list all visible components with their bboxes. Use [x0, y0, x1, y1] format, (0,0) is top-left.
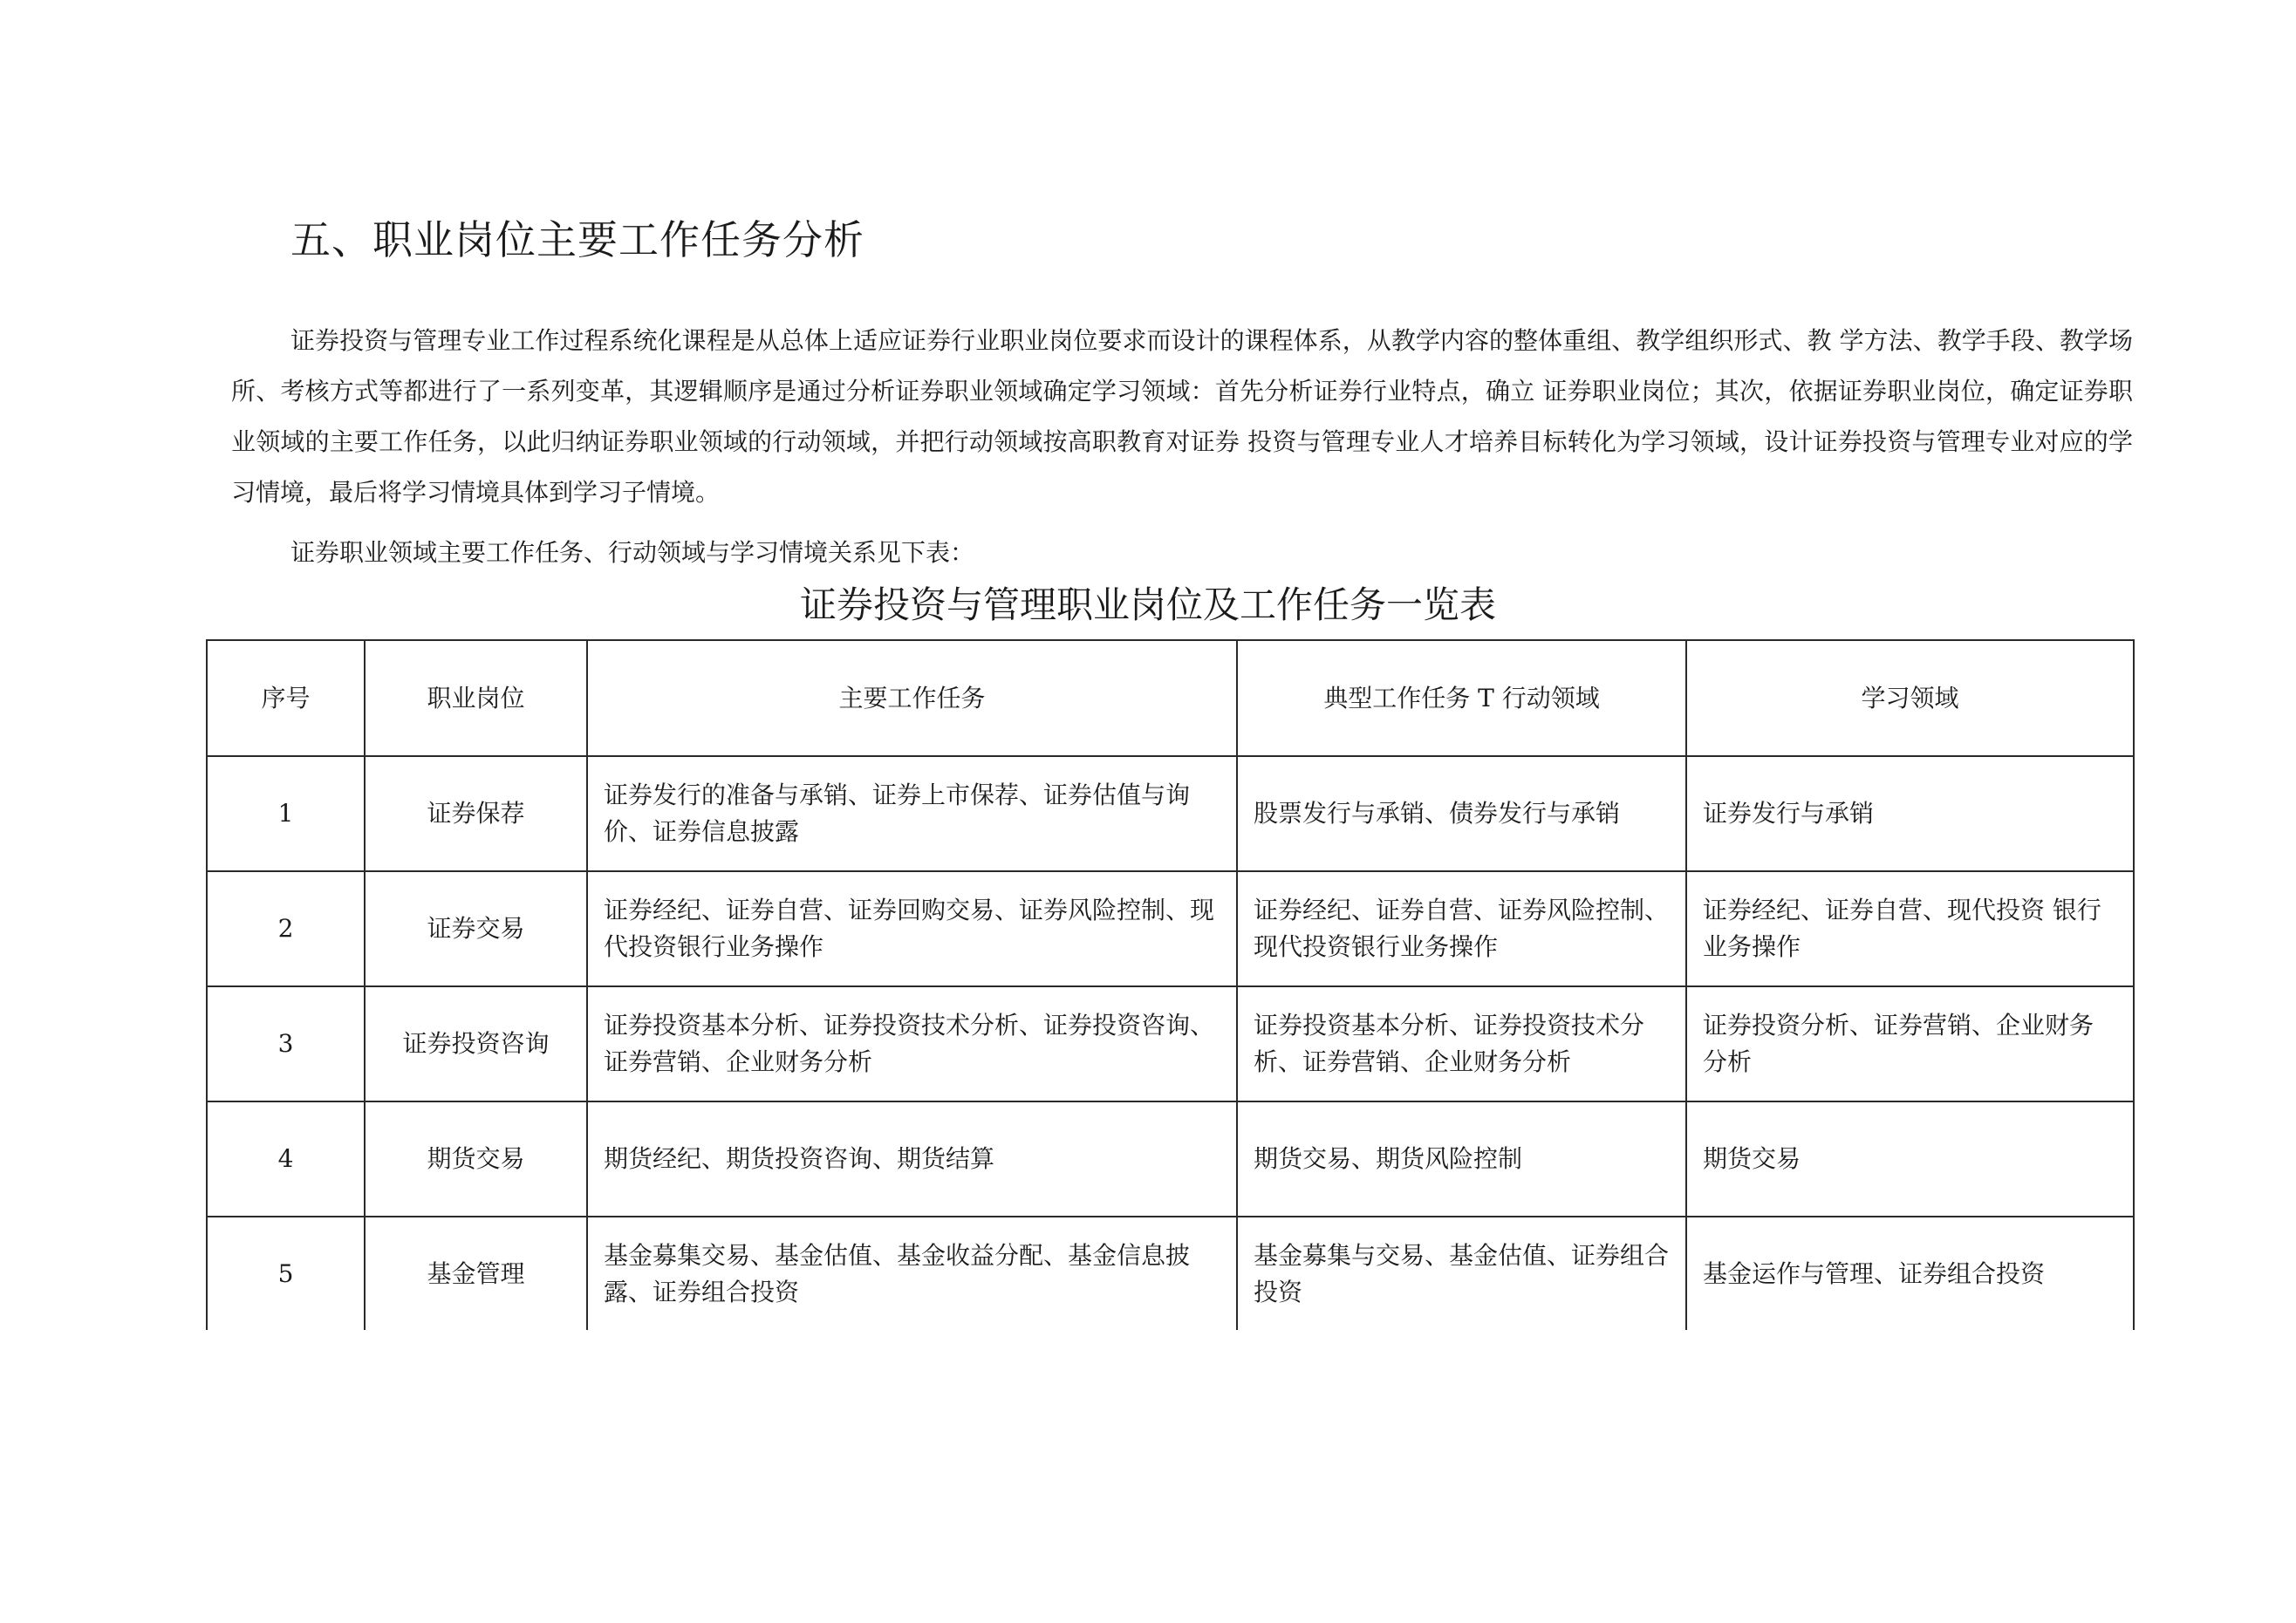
table-row: [207, 1101, 2134, 1217]
section-heading: 五、职业岗位主要工作任务分析: [290, 216, 864, 263]
header-cell-action-domain: 典型工作任务 T 行动领域: [1237, 640, 1686, 756]
table-row: [207, 756, 2134, 871]
row-main-tasks-cell: 证券经纪、证券自营、证券回购交易、证券风险控制、现代投资银行业务操作: [587, 871, 1237, 986]
row-learning-domain-cell: 基金运作与管理、证券组合投资: [1686, 1217, 2134, 1330]
header-cell-index: 序号: [207, 640, 365, 756]
row-action-domain-cell: 证券投资基本分析、证券投资技术分析、证券营销、企业财务分析: [1237, 986, 1686, 1101]
row-main-tasks-cell: 证券投资基本分析、证券投资技术分析、证券投资咨询、证券营销、企业财务分析: [587, 986, 1237, 1101]
row-position-cell: 期货交易: [365, 1101, 587, 1217]
row-action-domain-cell: 股票发行与承销、债券发行与承销: [1237, 756, 1686, 871]
row-learning-domain-cell: 证券投资分析、证券营销、企业财务分析: [1686, 986, 2134, 1101]
row-learning-domain-cell: 证券发行与承销: [1686, 756, 2134, 871]
row-index-cell: 4: [207, 1101, 365, 1217]
row-position-cell: 证券交易: [365, 871, 587, 986]
row-action-domain-cell: 期货交易、期货风险控制: [1237, 1101, 1686, 1217]
table-intro: 证券职业领域主要工作任务、行动领域与学习情境关系见下表：: [290, 538, 975, 567]
row-learning-domain-cell: 期货交易: [1686, 1101, 2134, 1217]
header-cell-position: 职业岗位: [365, 640, 587, 756]
header-cell-main-tasks: 主要工作任务: [587, 640, 1237, 756]
row-index-cell: 1: [207, 756, 365, 871]
row-action-domain-cell: 基金募集与交易、基金估值、证券组合投资: [1237, 1217, 1686, 1330]
row-main-tasks-cell: 基金募集交易、基金估值、基金收益分配、基金信息披露、证券组合投资: [587, 1217, 1237, 1330]
row-main-tasks-cell: 期货经纪、期货投资咨询、期货结算: [587, 1101, 1237, 1217]
row-index-cell: 2: [207, 871, 365, 986]
job-tasks-table: [206, 639, 2135, 1330]
table-row: [207, 1217, 2134, 1330]
body-paragraph: 证券投资与管理专业工作过程系统化课程是从总体上适应证券行业职业岗位要求而设计的课程体系，从教学内容的整体重组、教学组织形式、教 学方法、教学手段、教学场所、考核方式等都进行了一系列变革，其逻辑顺序是通过分析证券职业领域确定学习领域：首先分析证券行业特点，确立 证券职业岗位；其次，依据证券职业岗位，确定证券职业领域的主要工作任务，以此归纳证券职业领域的行动领域，并把行动领域按高职教育对证券 投资与管理专业人才培养目标转化为学习领域，设计证券投资与管理专业对应的学习情境，最后将学习情境具体到学习子情境。: [231, 326, 2133, 507]
row-main-tasks-cell: 证券发行的准备与承销、证券上市保荐、证券估值与询价、证券信息披露: [587, 756, 1237, 871]
row-learning-domain-cell: 证券经纪、证券自营、现代投资 银行业务操作: [1686, 871, 2134, 986]
header-cell-learning-domain: 学习领域: [1686, 640, 2134, 756]
table-title: 证券投资与管理职业岗位及工作任务一览表: [799, 583, 1496, 626]
table-row: [207, 986, 2134, 1101]
row-action-domain-cell: 证券经纪、证券自营、证券风险控制、现代投资银行业务操作: [1237, 871, 1686, 986]
table-row: [207, 871, 2134, 986]
table-header-row: [207, 640, 2134, 756]
row-position-cell: 证券投资咨询: [365, 986, 587, 1101]
row-position-cell: 基金管理: [365, 1217, 587, 1330]
row-position-cell: 证券保荐: [365, 756, 587, 871]
row-index-cell: 3: [207, 986, 365, 1101]
row-index-cell: 5: [207, 1217, 365, 1330]
